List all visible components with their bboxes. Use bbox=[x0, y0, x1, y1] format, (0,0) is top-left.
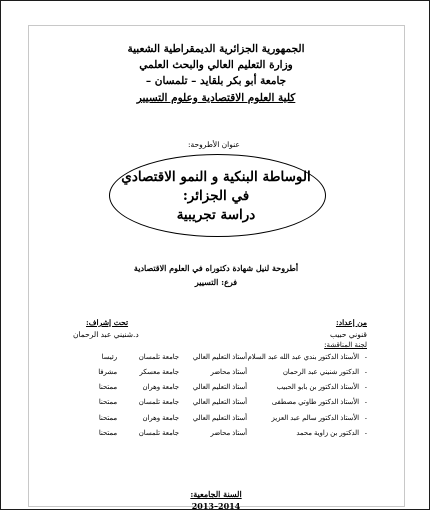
member-institution: جامعة تلمسان bbox=[138, 353, 179, 361]
committee-row bbox=[67, 397, 367, 408]
thesis-title-line-1: الوساطة البنكية و النمو الاقتصادي bbox=[121, 169, 311, 185]
thesis-title-line-3: دراسة تجريبية bbox=[176, 207, 256, 223]
row-dash: - bbox=[364, 414, 367, 422]
member-rank: أستاذ التعليم العالي bbox=[192, 383, 247, 391]
prepared-by-label: من إعداد: bbox=[335, 318, 367, 327]
member-role: مشرفا bbox=[98, 368, 117, 376]
ministry-heading: وزارة التعليم العالي والبحث العلمي bbox=[139, 59, 293, 71]
member-institution: جامعة وهران bbox=[142, 383, 179, 391]
supervisor-name: د.شنيني عبد الرحمان bbox=[73, 330, 139, 339]
member-rank: أستاذ التعليم العالي bbox=[192, 414, 247, 422]
member-role: ممتحنا bbox=[98, 414, 117, 422]
academic-year-label: السنة الجامعية: bbox=[190, 489, 242, 499]
academic-year-value: 2013–2014 bbox=[191, 501, 241, 511]
author-name: قنوني حبيب bbox=[330, 330, 367, 339]
member-role: ممتحنا bbox=[98, 429, 117, 437]
member-rank: أستاذ محاضر bbox=[210, 429, 247, 437]
committee-row bbox=[67, 382, 367, 393]
member-name: الأستاذ الدكتور سالم عبد العزيز bbox=[271, 414, 359, 422]
member-name: الأستاذ الدكتور بن بابو الحبيب bbox=[276, 383, 359, 391]
thesis-title-label: عنوان الأطروحة: bbox=[188, 140, 240, 149]
member-name: الدكتور شنيني عبد الرحمان bbox=[282, 368, 359, 376]
faculty-heading bbox=[1, 92, 430, 105]
row-dash: - bbox=[364, 353, 367, 361]
row-dash: - bbox=[364, 429, 367, 437]
row-dash: - bbox=[364, 383, 367, 391]
committee-row bbox=[67, 367, 367, 378]
member-rank: أستاذ التعليم العالي bbox=[192, 398, 247, 406]
university-heading: جامعة أبو بكر بلقايد – تلمسان – bbox=[145, 75, 287, 87]
degree-text: أطروحة لنيل شهادة دكتوراه في العلوم الاقتصادية bbox=[133, 263, 299, 273]
member-institution: جامعة تلمسان bbox=[138, 398, 179, 406]
member-role: رئيسا bbox=[101, 353, 117, 361]
member-institution: جامعة تلمسان bbox=[138, 429, 179, 437]
member-rank: أستاذ التعليم العالي bbox=[192, 353, 247, 361]
supervisor-label: تحت إشراف: bbox=[86, 318, 129, 327]
republic-heading: الجمهورية الجزائرية الديمقراطية الشعبية bbox=[127, 43, 305, 55]
member-name: الأستاذ الدكتور بندي عبد الله عبد السلام bbox=[247, 353, 359, 361]
member-institution: جامعة وهران bbox=[142, 414, 179, 422]
faculty-text: كلية العلوم الاقتصادية وعلوم التسيير bbox=[136, 92, 296, 104]
row-dash: - bbox=[364, 368, 367, 376]
thesis-title-line-2: في الجزائر: bbox=[182, 188, 250, 204]
committee-label: لجنة المناقشة: bbox=[324, 341, 367, 349]
member-role: ممتحنا bbox=[98, 398, 117, 406]
branch-text: فرع: التسيير bbox=[194, 277, 238, 287]
member-name: الأستاذ الدكتور طاوتي مصطفى bbox=[271, 398, 359, 406]
member-name: الدكتور بن زاوية محمد bbox=[296, 429, 359, 437]
committee-row bbox=[67, 428, 367, 439]
committee-row bbox=[67, 352, 367, 363]
committee-row bbox=[67, 413, 367, 424]
row-dash: - bbox=[364, 398, 367, 406]
member-institution: جامعة معسكر bbox=[139, 368, 179, 376]
member-role: ممتحنا bbox=[98, 383, 117, 391]
member-rank: أستاذ محاضر bbox=[210, 368, 247, 376]
